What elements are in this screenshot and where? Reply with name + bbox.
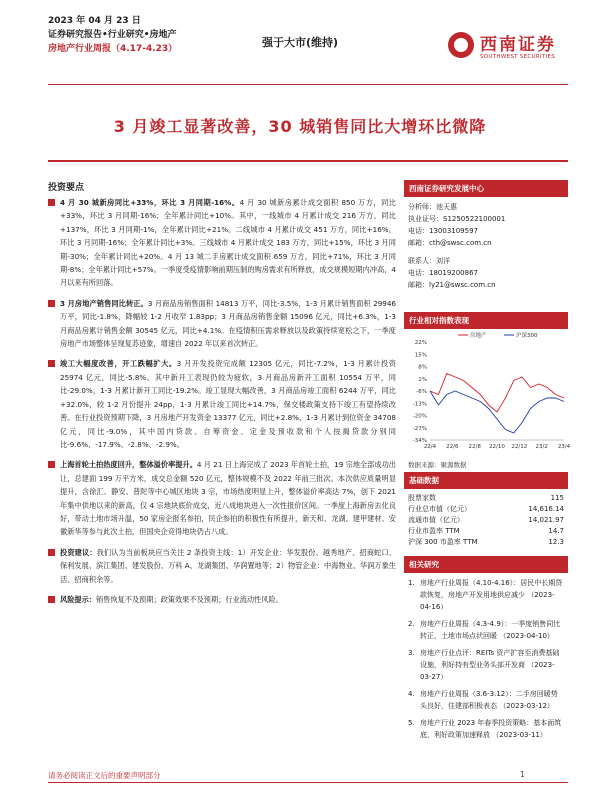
- logo-text-en: SOUTHWEST SECURITIES: [480, 54, 556, 60]
- page-number: 1: [520, 770, 525, 779]
- related-research-title: 相关研究: [404, 556, 568, 573]
- section-heading: 投资要点: [48, 183, 85, 193]
- y-tick-label: 8%: [418, 364, 427, 371]
- stat-label: 沪深 300 市盈率 TTM: [408, 538, 478, 546]
- related-item[interactable]: [408, 688, 564, 712]
- bullet-square-icon: [48, 300, 55, 307]
- stat-label: 行业总市值（亿元）: [408, 505, 471, 513]
- stat-value: 115: [550, 494, 564, 502]
- paragraph: [48, 357, 396, 451]
- stat-label: 股票家数: [408, 494, 436, 502]
- bullet-square-icon: [48, 596, 55, 603]
- related-research-box: [404, 556, 568, 750]
- x-tick-label: 22/8: [468, 444, 481, 450]
- y-tick-label: -34%: [412, 438, 427, 444]
- stat-row: [404, 537, 568, 548]
- stat-row: [404, 504, 568, 515]
- bullet-square-icon: [48, 199, 55, 206]
- analyst-name: 分析师：池天惠: [408, 203, 457, 211]
- analyst-info: [404, 197, 568, 295]
- related-item-text: 房地产行业点评：REITs 资产扩容至消费基础设施，利好持有型业务头部开发商 （2023-03-27）: [420, 649, 560, 681]
- paragraph-body: 销售恢复不及预期；政策效果不及预期；行业流动性风险。: [95, 594, 283, 604]
- bullet-square-icon: [48, 360, 55, 367]
- y-tick-label: 22%: [414, 340, 427, 346]
- report-series: 房地产行业周报（4.17-4.23）: [48, 44, 178, 54]
- x-tick-label: 22/6: [446, 444, 459, 450]
- legend-label: 沪深300: [516, 333, 538, 339]
- basic-data-box: [404, 472, 568, 548]
- y-tick-label: 15%: [414, 352, 427, 359]
- paragraph-lead: 4 月 30 城新房同比+33%，环比 3 月同期-16%。: [60, 198, 240, 207]
- report-date: 2023 年 04 月 23 日: [48, 16, 141, 26]
- stat-value: 12.3: [548, 538, 564, 546]
- paragraph: [48, 546, 396, 586]
- main-content: [48, 196, 396, 613]
- stat-label: 流通市值（亿元）: [408, 516, 464, 524]
- report-title: 3 月竣工显著改善，30 城销售同比大增环比微降: [113, 117, 487, 136]
- x-tick-label: 22/4: [423, 444, 437, 450]
- related-item[interactable]: [408, 577, 564, 613]
- paragraph-lead: 上海首轮土拍热度回升，整体溢价率提升。: [60, 460, 197, 470]
- header-meta: [48, 14, 177, 56]
- stat-value: 14,616.14: [528, 505, 564, 513]
- rating-label: 强于大市(维持): [262, 36, 339, 49]
- related-item-text: 房地产行业周报（4.3-4.9）：一季度销售同比转正，土地市场点状回暖 （2023-04-10）: [420, 620, 561, 640]
- paragraph-lead: 3 月房地产销售同比转正。: [60, 298, 148, 308]
- y-tick-label: -20%: [412, 413, 427, 420]
- stat-value: 14,021.97: [528, 516, 564, 524]
- bullet-square-icon: [48, 461, 55, 468]
- related-research-list: [404, 573, 568, 750]
- related-item-number: 5.: [408, 719, 415, 727]
- paragraph: [48, 297, 396, 351]
- paragraph-body: 我们认为当前板块应当关注 2 条投资主线：1）开发企业：华发股份、越秀地产、招商蛇口、保利发展、滨江集团、建发股份、万科 A、龙湖集团、华润置地等；2）物管企业：中海物业、华润万象生活、招商积余等。: [60, 547, 396, 584]
- chart-box-title: 行业相对指数表现: [404, 312, 568, 329]
- related-item[interactable]: [408, 717, 564, 741]
- analyst-box-title: 西南证券研究发展中心: [404, 180, 568, 197]
- stat-row: [404, 515, 568, 526]
- basic-data-title: 基础数据: [404, 472, 568, 489]
- contact-phone: 电话：18019200867: [408, 269, 478, 277]
- paragraph: [48, 593, 396, 606]
- paragraph-lead: 风险提示：: [60, 594, 96, 604]
- analyst-license: 执业证号：S1250522100001: [408, 215, 506, 223]
- stat-value: 14.7: [548, 527, 564, 535]
- contact-email[interactable]: 邮箱：ly21@swsc.com.cn: [408, 281, 496, 289]
- related-item[interactable]: [408, 647, 564, 683]
- bullet-square-icon: [48, 549, 55, 556]
- paragraph: [48, 458, 396, 538]
- chart-source: 数据来源：聚源数据: [408, 461, 467, 469]
- related-item[interactable]: [408, 618, 564, 642]
- y-tick-label: 1%: [418, 376, 427, 383]
- chart-box: [404, 312, 568, 329]
- analyst-box: [404, 180, 568, 295]
- company-logo: [448, 30, 568, 70]
- paragraph-body: 4 月 30 城新房累计成交面积 850 万方，同比+33%，环比 3 月同期-16%；全年累计同比+10%。其中，一线城市 4 月累计成交 216 万方，同比+137%，环比 3 月同期-1%，全年累计同比+21%。二线城市 4 月累计成交 451 万方，同比+16%，环比 3 月同期-16%；全年累计同比+3%。三线城市 4 月累计成交 183 万方，同比+15%，环比 3 月同期-30%；全年累计同比+20%。4 月 13 城二手房累计成交面积 659 万方，同比+71%，环比 3 月同期-8%；全年累计同比+57%。一季度受疫情影响前期压制的购房需求有所释放，成交规模短期内冲高，4 月以来有所回落。: [60, 198, 396, 288]
- related-item-text: 房地产行业 2023 年春季投资策略：基本面筑底，利好政策加速释放 （2023-03-11）: [420, 719, 562, 739]
- stat-label: 行业市盈率 TTM: [408, 527, 460, 535]
- header-divider: [48, 84, 568, 85]
- relative-index-chart: [404, 328, 571, 458]
- x-tick-label: 22/10: [489, 444, 505, 450]
- related-item-number: 4.: [408, 690, 415, 698]
- analyst-email[interactable]: 邮箱：cth@swsc.com.cn: [408, 239, 492, 247]
- footer-disclaimer: 请务必阅读正文后的重要声明部分: [48, 771, 161, 780]
- footer-divider: [48, 782, 568, 783]
- analyst-phone: 电话：13003109597: [408, 227, 478, 235]
- x-tick-label: 22/12: [511, 444, 528, 450]
- basic-data-table: [404, 489, 568, 548]
- paragraph-lead: 投资建议：: [60, 547, 97, 557]
- paragraph-body: 4 月 21 日上海完成了 2023 年首轮土拍，19 宗地全部成功出让，总建面 199 万平方米，成交总金额 520 亿元，整体规模不及 2022 年前三批次。本次供应质量明显提升，含徐汇、静安、普陀等中心城区地块 3 宗，市场热度明显上升，整体溢价率高达 7%，创下 2021 年集中供地以来的新高，仅 4 宗地块底价成交，近八成地块进入一次性报价区间。一季度上海新房去化良好，带动土地市场升温，50 家房企报名参拍，民企参拍的积极性有所提升，新天和、龙湖、建甲建材、安徽新华等参与此次土拍，但国央企竞得地块仍占八成。: [60, 460, 396, 537]
- stat-row: [404, 526, 568, 537]
- stat-row: [404, 493, 568, 504]
- title-divider: [48, 160, 568, 162]
- y-tick-label: -13%: [412, 401, 427, 408]
- report-category: 证券研究报告•行业研究•房地产: [48, 30, 177, 40]
- paragraph: [48, 196, 396, 290]
- logo-mark-icon: [448, 32, 474, 58]
- x-tick-label: 23/2: [535, 444, 548, 450]
- related-item-text: 房地产行业周报（4.10-4.16）：居民中长期贷款恢复，房地产开发用地供应减少 （2023-04-16）: [420, 579, 563, 611]
- paragraph-body: 3 月商品房销售面积 14813 万平，同比-3.5%，1-3 月累计销售面积 29946 万平，同比-1.8%，降幅较 1-2 月收窄 1.83pp；3 月商品房销售金额 15096 亿元，同比+6.3%，1-3 月商品房累计销售金额 30545 亿元，同比+4.1%。在疫情积压需求释放以及政策持续宽松之下，一季度房地产市场整体呈现复苏迹象，增速自 2022 年以来首次转正。: [60, 298, 396, 349]
- contact-name: 联系人：刘洋: [408, 257, 450, 265]
- related-item-text: 房地产行业周报（3.6-3.12）：二手房回暖势头良好，住建部积极表态 （2023-03-12）: [420, 690, 558, 710]
- related-item-number: 3.: [408, 649, 415, 657]
- related-item-number: 2.: [408, 620, 415, 628]
- legend-label: 房地产: [470, 333, 487, 339]
- paragraph-lead: 竣工大幅度改善，开工跌幅扩大。: [60, 359, 177, 369]
- x-tick-label: 23/4: [557, 444, 571, 450]
- paragraph-body: 3 月开发投资完成额 12305 亿元，同比-7.2%，1-3 月累计投资 25974 亿元，同比-5.8%。其中新开工表现仍较为疲软，3 月商品房新开工面积 10554 万平，同比-29.0%，1-3 月累计新开工同比-19.2%。竣工显现大幅改善，3 月商品房竣工面积 6244 万平，同比+32.0%，较 1-2 月份提升 24pp，1-3 月累计竣工同比+14.7%，保交楼政策支持下竣工有望持续改善。在行业投资预期下降，3 月房地产开发资金 13377 亿元，同比+2.8%，1-3 月累计到位资金 34708 亿元，同比-9.0%，其中国内贷款、自筹资金、定金及预收款和个人按揭贷款分别同比-9.6%、-17.9%、-2.8%、-2.9%。: [60, 359, 396, 449]
- related-item-number: 1.: [408, 579, 415, 587]
- logo-text-cn: 西南证券: [480, 35, 556, 55]
- y-tick-label: -6%: [416, 389, 427, 395]
- y-tick-label: -27%: [412, 425, 427, 432]
